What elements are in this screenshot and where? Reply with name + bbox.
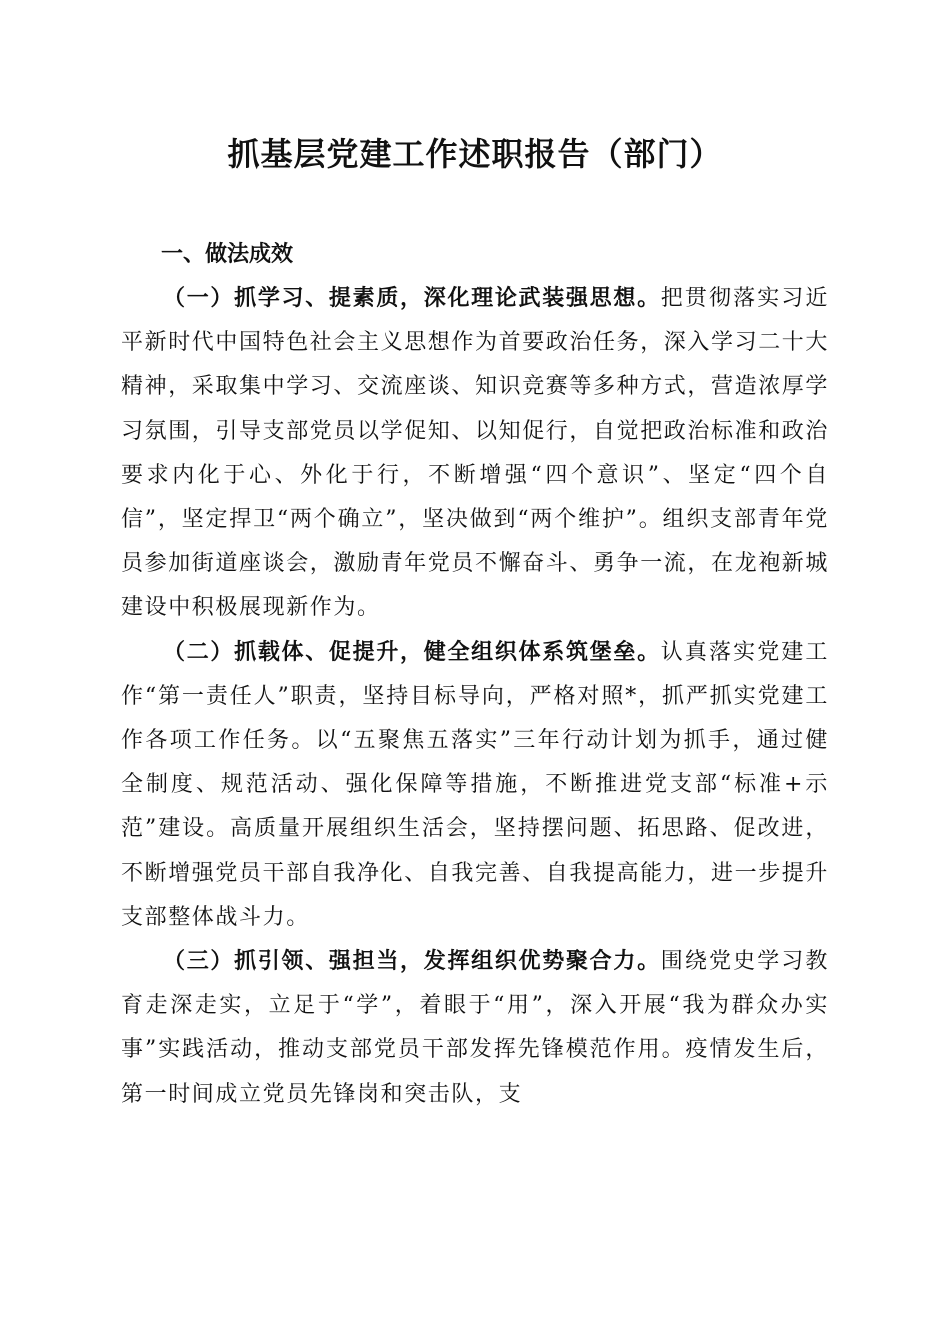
paragraph-2-text: 认真落实党建工作“第一责任人”职责，坚持目标导向，严格对照*，抓严抓实党建工作各项工作任务。以“五聚焦五落实”三年行动计划为抓手，通过健全制度、规范活动、强化保障等措施，不断推进党支部“标准+示范”建设。高质量开展组织生活会，坚持摆问题、拓思路、促改进，不断增强党员干部自我净化、自我完善、自我提高能力，进一步提升支部整体战斗力。 xyxy=(121,639,830,930)
paragraph-3-lead: （三）抓引领、强担当，发挥组织优势聚合力。 xyxy=(163,949,661,975)
document-body xyxy=(121,233,829,1117)
paragraph-3-text: 围绕党史学习教育走深走实，立足于“学”，着眼于“用”，深入开展“我为群众办实事”实践活动，推动支部党员干部发挥先锋模范作用。疫情发生后，第一时间成立党员先锋岗和突击队，支 xyxy=(121,949,830,1107)
section-heading: 一、做法成效 xyxy=(161,242,294,267)
paragraph-2-lead: （二）抓载体、促提升，健全组织体系筑堡垒。 xyxy=(163,639,661,665)
paragraph-3 xyxy=(121,940,829,1117)
document-title: 抓基层党建工作述职报告（部门） xyxy=(227,135,723,173)
paragraph-1 xyxy=(121,277,829,631)
paragraph-1-text: 把贯彻落实习近平新时代中国特色社会主义思想作为首要政治任务，深入学习二十大精神，采取集中学习、交流座谈、知识竞赛等多种方式，营造浓厚学习氛围，引导支部党员以学促知、以知促行，自觉把政治标准和政治要求内化于心、外化于行，不断增强“四个意识”、坚定“四个自信”，坚定捍卫“两个确立”，坚决做到“两个维护”。组织支部青年党员参加街道座谈会，激励青年党员不懈奋斗、勇争一流，在龙袍新城建设中积极展现新作为。 xyxy=(121,286,830,621)
paragraph-2 xyxy=(121,631,829,940)
paragraph-1-lead: （一）抓学习、提素质，深化理论武装强思想。 xyxy=(163,286,661,311)
